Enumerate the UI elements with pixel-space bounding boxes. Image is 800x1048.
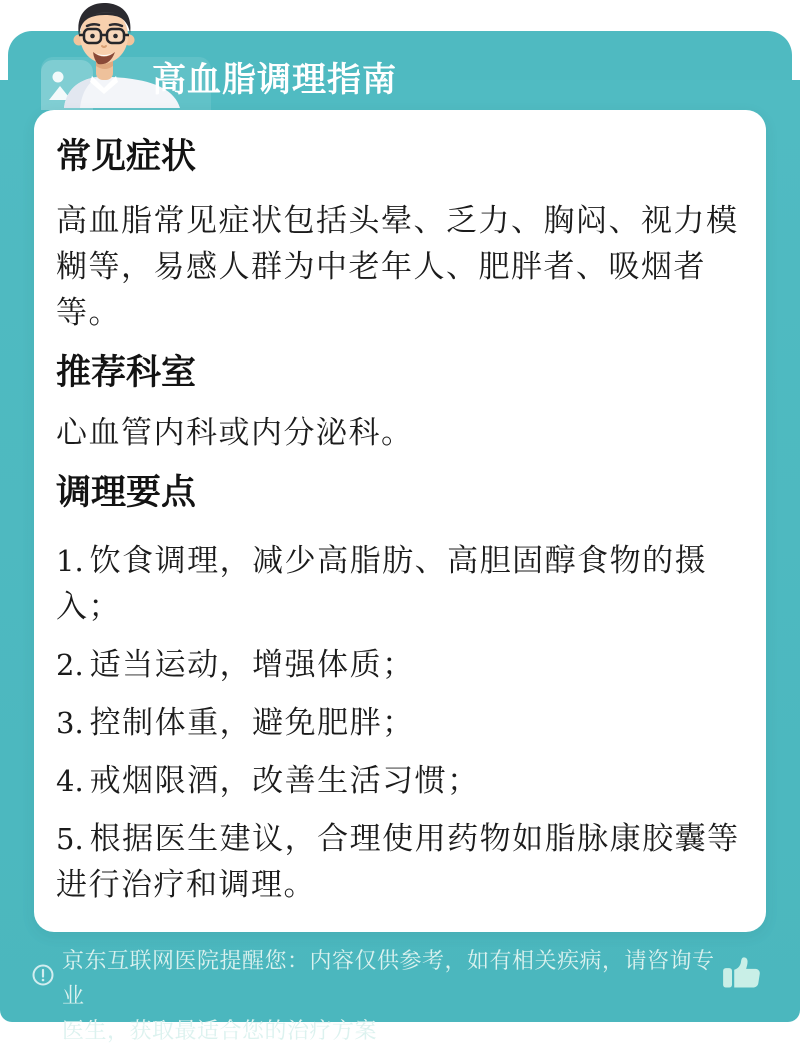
key-points-list (56, 538, 744, 908)
list-item-number: 3. (56, 706, 84, 740)
list-item-number: 5. (56, 822, 84, 856)
alert-circle-icon (32, 964, 54, 986)
list-item (56, 642, 744, 688)
page-title: 高血脂调理指南 (152, 61, 397, 99)
section-heading-key-points: 调理要点 (56, 473, 197, 512)
list-item-text: 根据医生建议，合理使用药物如脂脉康胶囊等进行治疗和调理。 (56, 821, 740, 902)
list-item-text: 戒烟限酒，改善生活习惯； (89, 763, 480, 798)
list-item-number: 1. (56, 544, 84, 578)
section-body-symptoms: 高血脂常见症状包括头晕、乏力、胸闷、视力模糊等，易感人群为中老年人、肥胖者、吸烟者等。 (56, 203, 739, 330)
list-item (56, 816, 744, 908)
thumbs-up-icon[interactable] (722, 954, 762, 990)
section-heading-department: 推荐科室 (56, 353, 197, 392)
list-item (56, 700, 744, 746)
content-card (34, 110, 766, 932)
list-item (56, 538, 744, 630)
list-item-number: 2. (56, 648, 84, 682)
list-item-text: 控制体重，避免肥胖； (89, 705, 415, 740)
section-body-department: 心血管内科或内分泌科。 (56, 415, 414, 450)
footer-disclaimer (62, 943, 734, 1048)
list-item-text: 饮食调理，减少高脂肪、高胆固醇食物的摄入； (56, 543, 708, 624)
list-item-number: 4. (56, 764, 84, 798)
list-item-text: 适当运动，增强体质； (89, 647, 415, 682)
disclaimer-line: 京东互联网医院提醒您：内容仅供参考，如有相关疾病，请咨询专业 (62, 948, 715, 1008)
disclaimer-line: 医生，获取最适合您的治疗方案 (62, 1018, 378, 1043)
section-heading-symptoms: 常见症状 (56, 137, 197, 176)
list-item (56, 758, 744, 804)
